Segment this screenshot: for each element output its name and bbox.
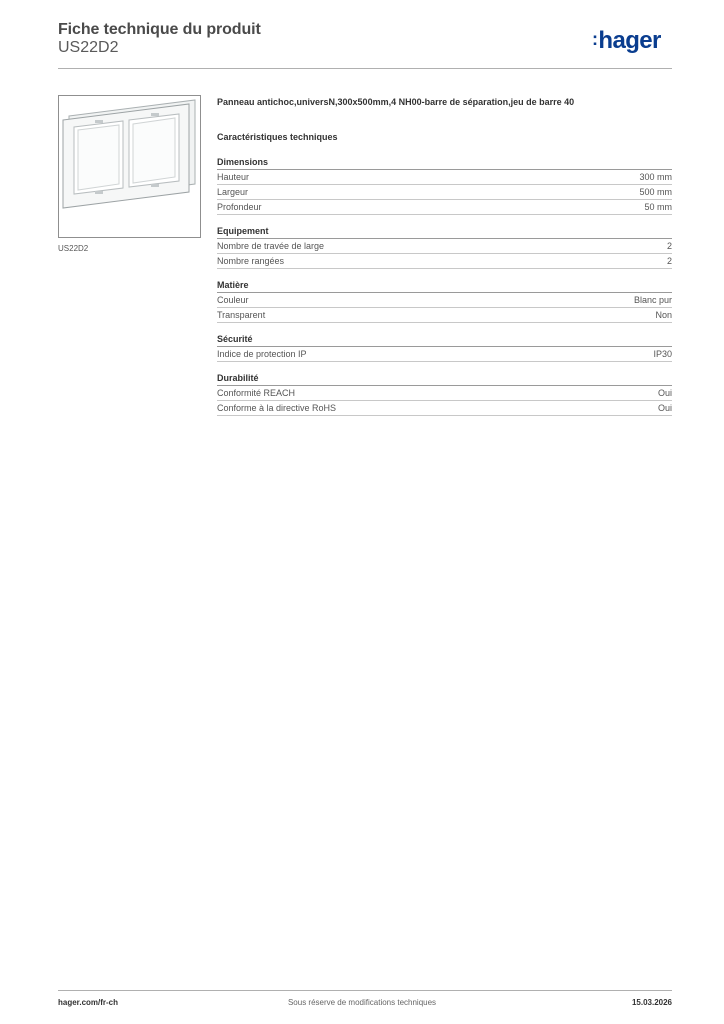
spec-row bbox=[217, 347, 672, 362]
product-image-drawing bbox=[59, 96, 200, 237]
product-image bbox=[58, 95, 201, 238]
section-title: Dimensions bbox=[217, 156, 672, 170]
spec-value: 500 mm bbox=[639, 187, 672, 197]
spec-row bbox=[217, 254, 672, 269]
header-divider bbox=[58, 68, 672, 69]
section-equipement bbox=[217, 225, 672, 269]
spec-row bbox=[217, 308, 672, 323]
spec-row bbox=[217, 293, 672, 308]
spec-row bbox=[217, 239, 672, 254]
spec-label: Nombre de travée de large bbox=[217, 241, 325, 251]
hager-logo bbox=[592, 27, 661, 55]
spec-row bbox=[217, 401, 672, 416]
spec-label: Nombre rangées bbox=[217, 256, 285, 266]
spec-value: 300 mm bbox=[639, 172, 672, 182]
spec-label: Transparent bbox=[217, 310, 266, 320]
spec-label: Largeur bbox=[217, 187, 249, 197]
spec-value: 50 mm bbox=[644, 202, 672, 212]
spec-label: Conformité REACH bbox=[217, 388, 296, 398]
section-matiere bbox=[217, 279, 672, 323]
spec-label: Couleur bbox=[217, 295, 249, 305]
page-title: Fiche technique du produit bbox=[58, 21, 261, 38]
product-details bbox=[217, 96, 672, 416]
section-dimensions bbox=[217, 156, 672, 215]
spec-value: 2 bbox=[666, 241, 672, 251]
logo-dots: : bbox=[592, 29, 598, 49]
footer-date: 15.03.2026 bbox=[631, 998, 672, 1007]
spec-label: Hauteur bbox=[217, 172, 250, 182]
technical-characteristics-heading: Caractéristiques techniques bbox=[217, 132, 338, 142]
footer-website: hager.com/fr-ch bbox=[58, 998, 119, 1007]
footer-divider bbox=[58, 990, 672, 991]
spec-row bbox=[217, 170, 672, 185]
section-securite bbox=[217, 333, 672, 362]
spec-label: Conforme à la directive RoHS bbox=[217, 403, 337, 413]
spec-value: Blanc pur bbox=[633, 295, 672, 305]
section-title: Equipement bbox=[217, 225, 672, 239]
image-caption: US22D2 bbox=[58, 244, 89, 253]
section-title: Matière bbox=[217, 279, 672, 293]
spec-row bbox=[217, 200, 672, 215]
section-title: Sécurité bbox=[217, 333, 672, 347]
logo-text: hager bbox=[598, 27, 661, 54]
section-durabilite bbox=[217, 372, 672, 416]
spec-row bbox=[217, 185, 672, 200]
spec-value: Oui bbox=[657, 403, 672, 413]
spec-value: 2 bbox=[666, 256, 672, 266]
section-title: Durabilité bbox=[217, 372, 672, 386]
spec-label: Indice de protection IP bbox=[217, 349, 307, 359]
footer-note: Sous réserve de modifications techniques bbox=[287, 998, 437, 1007]
spec-label: Profondeur bbox=[217, 202, 262, 212]
spec-value: Oui bbox=[657, 388, 672, 398]
spec-row bbox=[217, 386, 672, 401]
product-description: Panneau antichoc,universN,300x500mm,4 NH00-barre de séparation,jeu de barre 40 bbox=[217, 97, 575, 107]
product-code: US22D2 bbox=[58, 39, 119, 56]
spec-value: IP30 bbox=[653, 349, 672, 359]
spec-value: Non bbox=[655, 310, 672, 320]
